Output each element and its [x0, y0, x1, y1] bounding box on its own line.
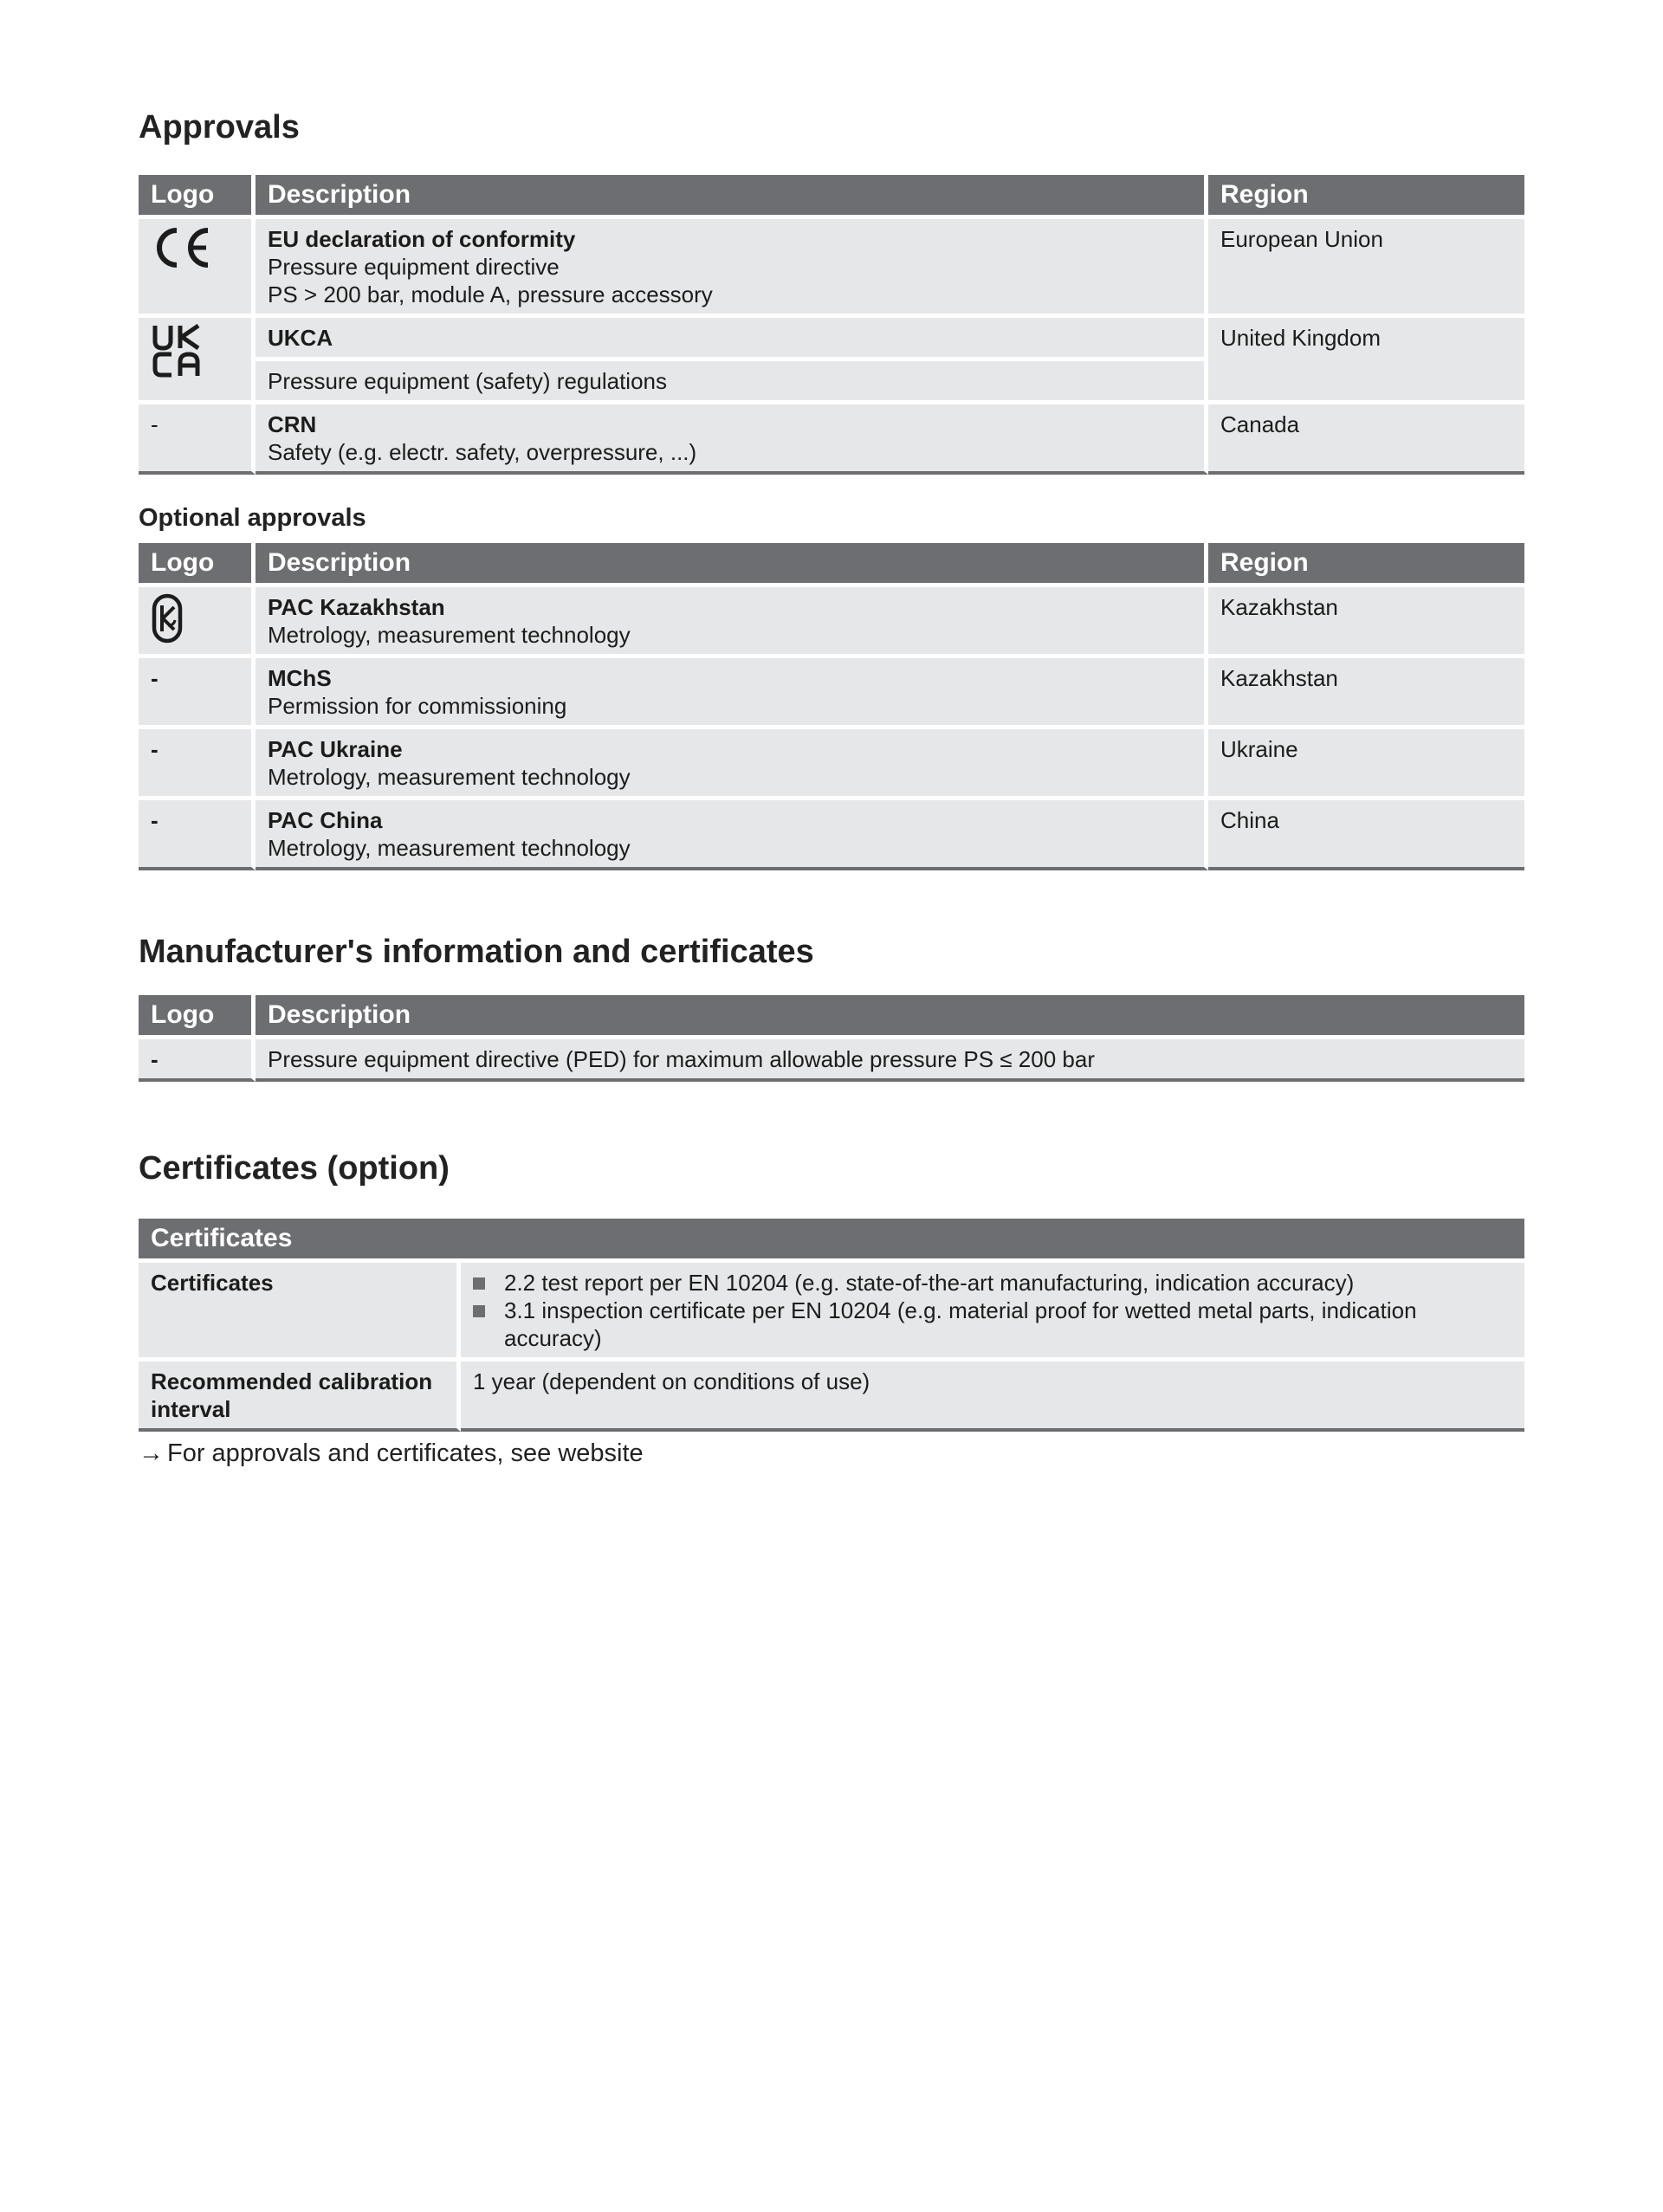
region-cell: Kazakhstan — [1208, 654, 1524, 725]
optional-approvals-heading: Optional approvals — [139, 504, 366, 532]
column-header-description: Description — [256, 175, 1208, 215]
column-header-logo: Logo — [139, 543, 256, 583]
row-value: 1 year (dependent on conditions of use) — [461, 1357, 1524, 1432]
logo-cell — [139, 215, 256, 314]
description-cell — [256, 314, 1208, 400]
description-line: Safety (e.g. electr. safety, overpressure, ...) — [268, 439, 697, 465]
ukca-mark-icon — [151, 324, 239, 378]
description-cell — [256, 400, 1208, 475]
certificates-table-header: Certificates — [139, 1219, 1524, 1258]
description-cell — [256, 725, 1208, 796]
list-item: 3.1 inspection certificate per EN 10204 (e.g. material proof for wetted metal parts, indication accuracy) — [473, 1297, 1512, 1352]
ce-mark-icon — [151, 225, 239, 270]
pac-kazakhstan-mark-icon — [151, 593, 239, 644]
approval-title: CRN — [268, 411, 317, 437]
column-header-region: Region — [1208, 543, 1524, 583]
description-cell — [256, 583, 1208, 654]
row-label: Certificates — [139, 1258, 461, 1357]
description-line: Metrology, measurement technology — [268, 835, 631, 861]
description-line: Metrology, measurement technology — [268, 622, 631, 648]
table-row — [139, 583, 1524, 654]
description-cell: Pressure equipment directive (PED) for maximum allowable pressure PS ≤ 200 bar — [256, 1035, 1524, 1082]
approval-title: PAC Kazakhstan — [268, 594, 445, 620]
table-row — [139, 314, 1524, 400]
manufacturer-info-heading: Manufacturer's information and certificates — [139, 934, 814, 970]
approval-title: UKCA — [268, 325, 333, 351]
manufacturer-info-table — [139, 995, 1524, 1082]
arrow-right-icon: → — [139, 1439, 164, 1467]
column-header-logo: Logo — [139, 175, 256, 215]
row-label: Recommended calibration interval — [139, 1357, 461, 1432]
logo-cell: - — [139, 725, 256, 796]
approvals-heading: Approvals — [139, 109, 300, 146]
table-row — [139, 725, 1524, 796]
description-line: Metrology, measurement technology — [268, 764, 631, 790]
column-header-description: Description — [256, 543, 1208, 583]
logo-cell: - — [139, 400, 256, 475]
description-line: PS > 200 bar, module A, pressure accessory — [268, 281, 713, 307]
certificates-table — [139, 1219, 1524, 1432]
approvals-table — [139, 175, 1524, 475]
column-header-region: Region — [1208, 175, 1524, 215]
table-row — [139, 215, 1524, 314]
table-row — [139, 1035, 1524, 1082]
description-cell — [256, 654, 1208, 725]
region-cell: European Union — [1208, 215, 1524, 314]
table-row — [139, 654, 1524, 725]
certificates-heading: Certificates (option) — [139, 1150, 450, 1187]
footnote-text: For approvals and certificates, see website — [167, 1439, 644, 1467]
logo-cell: - — [139, 654, 256, 725]
description-cell — [256, 796, 1208, 870]
logo-cell: - — [139, 1035, 256, 1082]
description-line: Pressure equipment (safety) regulations — [256, 357, 1204, 395]
description-line: Pressure equipment directive — [268, 254, 560, 280]
table-row — [139, 1258, 1524, 1357]
region-cell: United Kingdom — [1208, 314, 1524, 400]
column-header-description: Description — [256, 995, 1524, 1035]
table-row — [139, 796, 1524, 870]
certificate-list — [473, 1269, 1512, 1352]
approval-title: EU declaration of conformity — [268, 226, 576, 252]
region-cell: China — [1208, 796, 1524, 870]
description-cell — [256, 215, 1208, 314]
approval-title: MChS — [268, 665, 332, 691]
region-cell: Ukraine — [1208, 725, 1524, 796]
logo-cell — [139, 583, 256, 654]
table-row — [139, 400, 1524, 475]
logo-cell: - — [139, 796, 256, 870]
region-cell: Kazakhstan — [1208, 583, 1524, 654]
approval-title: PAC Ukraine — [268, 736, 403, 762]
logo-cell — [139, 314, 256, 400]
list-item: 2.2 test report per EN 10204 (e.g. state-of-the-art manufacturing, indication accuracy) — [473, 1269, 1512, 1297]
table-row — [139, 1357, 1524, 1432]
row-value — [461, 1258, 1524, 1357]
region-cell: Canada — [1208, 400, 1524, 475]
optional-approvals-table — [139, 543, 1524, 870]
website-reference-note — [139, 1439, 644, 1468]
description-line: Permission for commissioning — [268, 693, 567, 719]
approval-title: PAC China — [268, 807, 383, 833]
column-header-logo: Logo — [139, 995, 256, 1035]
